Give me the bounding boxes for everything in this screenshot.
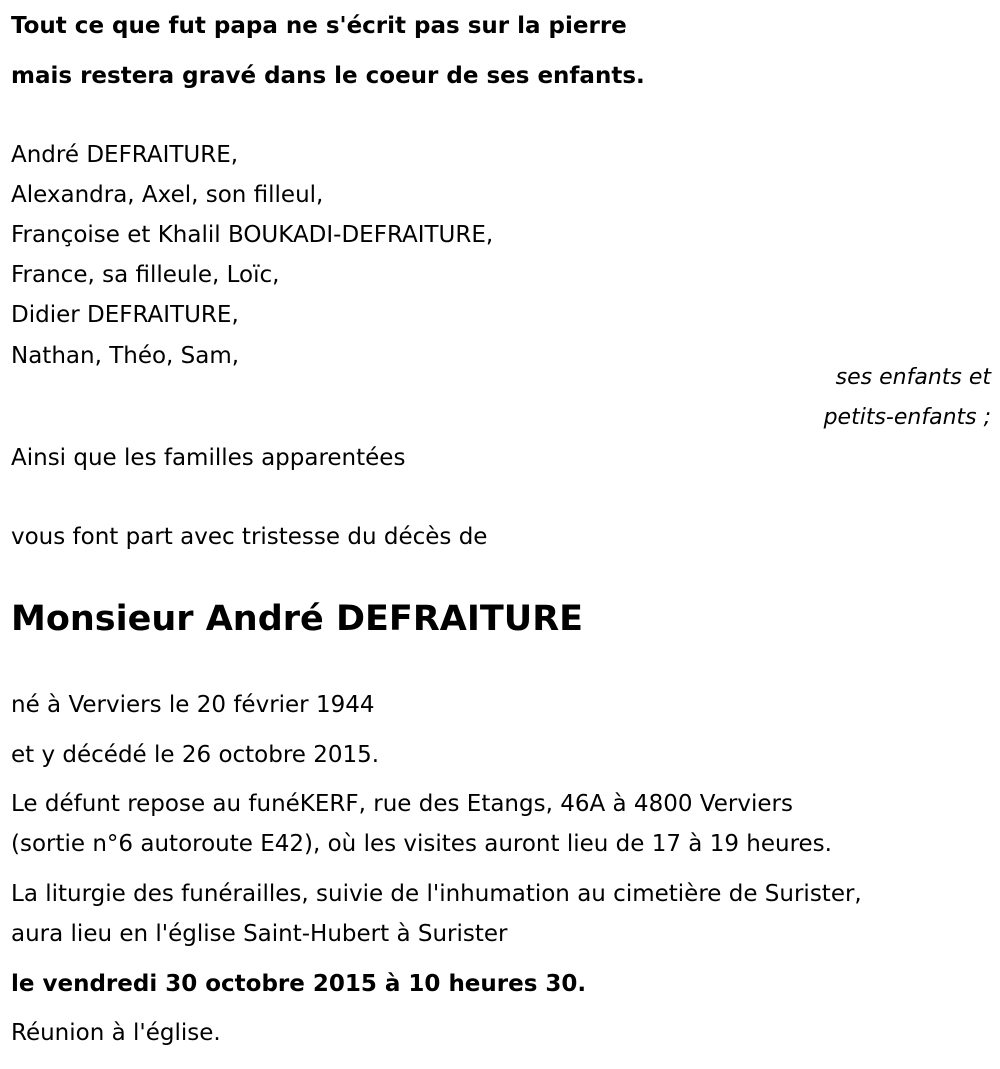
- family-member: André DEFRAITURE,: [11, 142, 239, 168]
- family-member: France, sa filleule, Loïc,: [11, 262, 280, 288]
- relation-line: petits-enfants ;: [823, 405, 991, 430]
- quote-line: Tout ce que fut papa ne s'écrit pas sur la pierre: [11, 13, 627, 39]
- repose-info-line: Le défunt repose au funéKERF, rue des Etangs, 46A à 4800 Verviers: [11, 791, 793, 817]
- announcement-intro: vous font part avec tristesse du décès de: [11, 524, 488, 550]
- related-families: Ainsi que les familles apparentées: [11, 445, 406, 471]
- liturgy-info-line: aura lieu en l'église Saint-Hubert à Surister: [11, 921, 508, 947]
- relation-line: ses enfants et: [835, 365, 991, 390]
- death-info: et y décédé le 26 octobre 2015.: [11, 742, 380, 768]
- repose-info-line: (sortie n°6 autoroute E42), où les visites auront lieu de 17 à 19 heures.: [11, 831, 832, 857]
- gathering-info: Réunion à l'église.: [11, 1020, 221, 1046]
- family-member: Nathan, Théo, Sam,: [11, 343, 240, 369]
- family-member: Françoise et Khalil BOUKADI-DEFRAITURE,: [11, 222, 494, 248]
- deceased-name: Monsieur André DEFRAITURE: [11, 599, 584, 639]
- birth-info: né à Verviers le 20 février 1944: [11, 692, 375, 718]
- family-member: Didier DEFRAITURE,: [11, 302, 239, 328]
- service-datetime: le vendredi 30 octobre 2015 à 10 heures 30.: [11, 971, 587, 997]
- family-member: Alexandra, Axel, son filleul,: [11, 182, 324, 208]
- quote-line: mais restera gravé dans le coeur de ses enfants.: [11, 63, 645, 89]
- liturgy-info-line: La liturgie des funérailles, suivie de l'inhumation au cimetière de Surister,: [11, 881, 862, 907]
